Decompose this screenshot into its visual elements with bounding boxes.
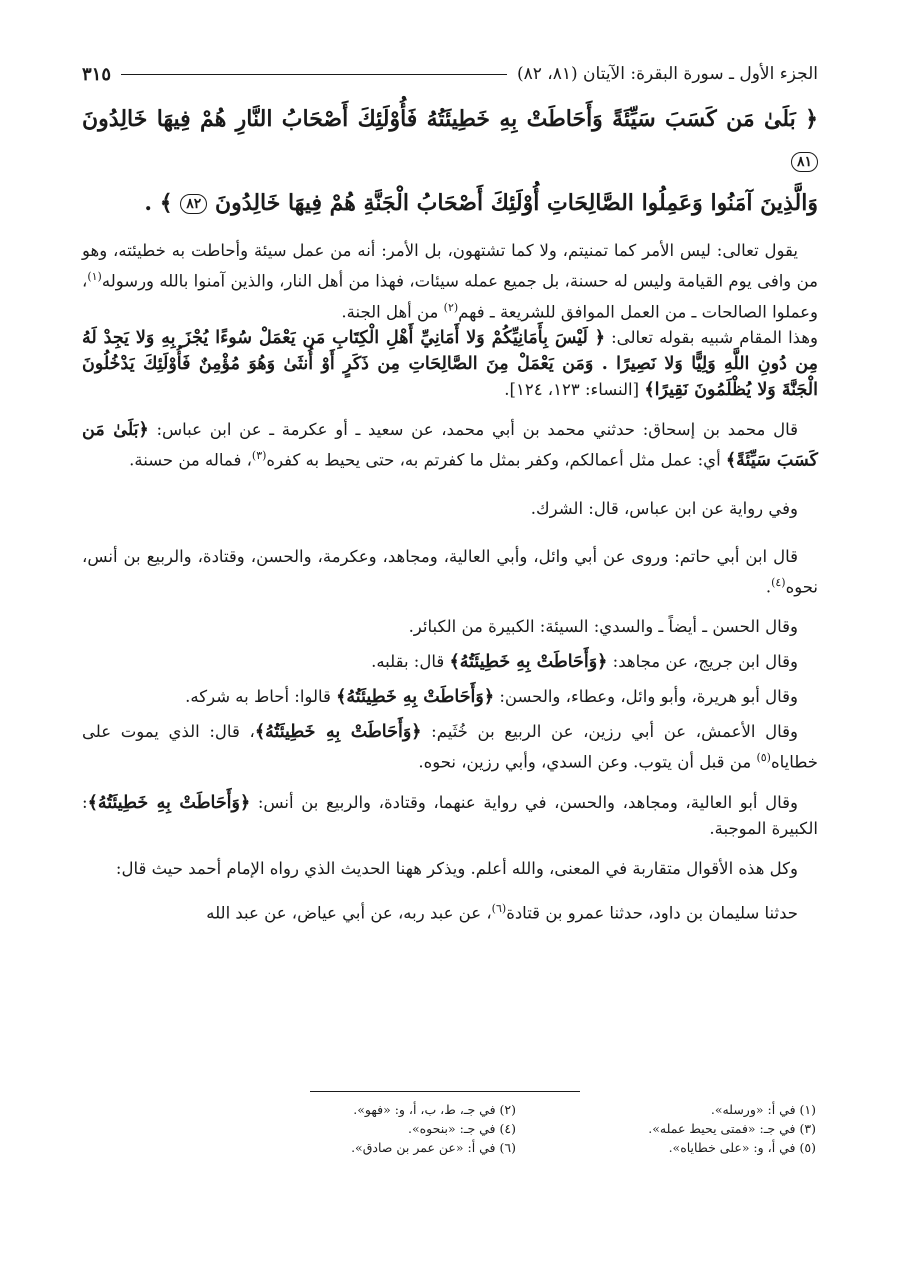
- footnote-ref: (٥): [756, 751, 771, 764]
- paragraph-6: وقال الحسن ـ أيضاً ـ والسدي: السيئة: الكبيرة من الكبائر.: [408, 617, 798, 636]
- paragraph-3: [82, 417, 818, 474]
- paragraph-11: وكل هذه الأقوال متقاربة في المعنى، والله أعلم. ويذكر ههنا الحديث الذي رواه الإمام أحمد حيث قال:: [115, 858, 798, 878]
- paragraph-text: وقال الأعمش، عن أبي رزين، عن الربيع بن خُثَيم:: [421, 722, 799, 741]
- header-rule: [121, 74, 507, 75]
- page: [82, 60, 818, 926]
- paragraph-text: أي: عمل مثل أعمالكم، وكفر بمثل ما كفرتم به، حتى يحيط به كفره: [266, 450, 726, 470]
- paragraph-5: [82, 544, 818, 601]
- quoted-verse: ﴿وَأَحَاطَتْ بِهِ خَطِيئَتُهُ﴾: [336, 687, 495, 707]
- quoted-verse: ﴿وَأَحَاطَتْ بِهِ خَطِيئَتُهُ﴾: [254, 722, 422, 742]
- paragraph-1: [82, 238, 818, 325]
- footnote-5: (٥) في أ، و: «على خطاياه».: [668, 1140, 816, 1155]
- paragraph-4: وفي رواية عن ابن عباس، قال: الشرك.: [530, 498, 798, 518]
- quoted-verse: ﴿وَأَحَاطَتْ بِهِ خَطِيئَتُهُ﴾: [87, 792, 251, 813]
- footnote-ref: (٦): [491, 901, 507, 915]
- paragraph-text: من قبل أن يتوب. وعن السدي، وأبي رزين، نحوه.: [418, 752, 757, 772]
- running-header: [82, 60, 818, 88]
- paragraph-text: وقال أبو هريرة، وأبو وائل، وعطاء، والحسن:: [494, 687, 798, 706]
- quran-verses: [82, 98, 818, 224]
- paragraph-text: ، فماله من حسنة.: [129, 450, 252, 470]
- paragraph-text: ، قال: الذي يموت على خطاياه: [82, 722, 818, 772]
- verse-close-bracket: ﴾ .: [144, 190, 173, 216]
- footnote-ref: (٣): [251, 449, 267, 462]
- verse-reference: [النساء: ١٢٣، ١٢٤].: [504, 380, 645, 399]
- verse-line-2: [82, 182, 818, 224]
- verse-81-text: ﴿ بَلَىٰ مَن كَسَبَ سَيِّئَةً وَأَحَاطَتْ بِهِ خَطِيئَتُهُ فَأُوْلَئِكَ أَصْحَابُ النَّارِ هُمْ فِيهَا خَالِدُونَ: [82, 106, 818, 132]
- footnote-2: (٢) في جـ، ط، ب، أ، و: «فهو».: [353, 1102, 516, 1117]
- paragraph-8: [82, 684, 818, 710]
- paragraph-text: وقال أبو العالية، ومجاهد، والحسن، في رواية عنهما، وقتادة، والربيع بن أنس:: [250, 792, 798, 812]
- paragraph-text: : الكبيرة الموجبة.: [82, 792, 818, 838]
- paragraph-7: [82, 649, 818, 675]
- paragraph-text: ، عن عبد ربه، عن أبي عياض، عن عبد الله: [206, 903, 492, 922]
- footnotes: [240, 1102, 816, 1155]
- footnote-ref: (٢): [443, 300, 459, 314]
- page-number: ٣١٥: [82, 63, 112, 85]
- paragraph-2: [82, 325, 818, 403]
- verse-number-82: ٨٢: [180, 194, 207, 214]
- paragraph-text: يقول تعالى: ليس الأمر كما تمنيتم، ولا كما تشتهون، بل الأمر: أنه من عمل سيئة وأحاطت به خطيئته، وهو من وافى يوم القيامة وليس له حسنة، بل جميع عمله سيئات، فهذا من أهل النار، والذين آمنوا بالله ورسوله: [82, 241, 818, 291]
- paragraph-text: قال ابن أبي حاتم: وروى عن أبي وائل، وأبي العالية، ومجاهد، وعكرمة، والحسن، وقتادة، والربيع بن أنس، نحوه: [82, 546, 818, 596]
- paragraph-12: [82, 896, 818, 927]
- paragraph-text: وقال ابن جريج، عن مجاهد:: [607, 652, 798, 671]
- footnote-1: (١) في أ: «ورسله».: [710, 1102, 816, 1117]
- footnote-ref: (١): [87, 270, 102, 283]
- quoted-verse: ﴿ لَيْسَ بِأَمَانِيِّكُمْ وَلا أَمَانِيِّ أَهْلِ الْكِتَابِ مَن يَعْمَلْ سُوءًا يُجْزَ بِهِ وَلا يَجِدْ لَهُ مِن دُونِ اللَّهِ وَلِيًّا وَلا نَصِيرًا . وَمَن يَعْمَلْ مِنَ الصَّالِحَاتِ مِن ذَكَرٍ أَوْ أُنثَىٰ وَهُوَ مُؤْمِنٌ فَأُوْلَئِكَ يَدْخُلُونَ الْجَنَّةَ وَلا يُظْلَمُونَ نَقِيرًا﴾: [82, 328, 818, 400]
- quoted-verse: ﴿وَأَحَاطَتْ بِهِ خَطِيئَتُهُ﴾: [449, 652, 608, 672]
- verse-number-81: ٨١: [791, 152, 818, 172]
- footnote-ref: (٤): [771, 575, 786, 589]
- paragraph-10: [82, 790, 818, 842]
- verse-82-text: وَالَّذِينَ آمَنُوا وَعَمِلُوا الصَّالِحَاتِ أُوْلَئِكَ أَصْحَابُ الْجَنَّةِ هُمْ فِيهَا خَالِدُونَ: [214, 190, 818, 216]
- paragraph-text: وهذا المقام شبيه بقوله تعالى:: [605, 328, 818, 347]
- paragraph-text: قال: بقلبه.: [371, 652, 450, 671]
- header-title: الجزء الأول ـ سورة البقرة: الآيتان (٨١، ٨٢): [516, 64, 818, 84]
- verse-line-1: [82, 98, 818, 182]
- paragraph-text: قالوا: أحاط به شركه.: [185, 687, 337, 706]
- footnote-6: (٦) في أ: «عن عمر بن صادق».: [351, 1140, 516, 1155]
- quoted-verse: ﴿بَلَىٰ مَن كَسَبَ سَيِّئَةً﴾: [82, 420, 818, 471]
- paragraph-text: .: [765, 577, 772, 596]
- paragraph-text: حدثنا سليمان بن داود، حدثنا عمرو بن قتادة: [506, 903, 798, 922]
- paragraph-text: قال محمد بن إسحاق: حدثني محمد بن أبي محمد، عن سعيد ـ أو عكرمة ـ عن ابن عباس:: [148, 420, 798, 439]
- paragraph-9: [82, 719, 818, 776]
- footnote-divider: [310, 1091, 580, 1092]
- footnote-3: (٣) في جـ: «فمتى يحيط عمله».: [648, 1121, 816, 1136]
- paragraph-text: من أهل الجنة.: [341, 302, 444, 321]
- paragraph-text: ، وعملوا الصالحات ـ من العمل الموافق للشريعة ـ فهم: [82, 271, 818, 321]
- footnote-4: (٤) في جـ: «بنحوه».: [408, 1121, 516, 1136]
